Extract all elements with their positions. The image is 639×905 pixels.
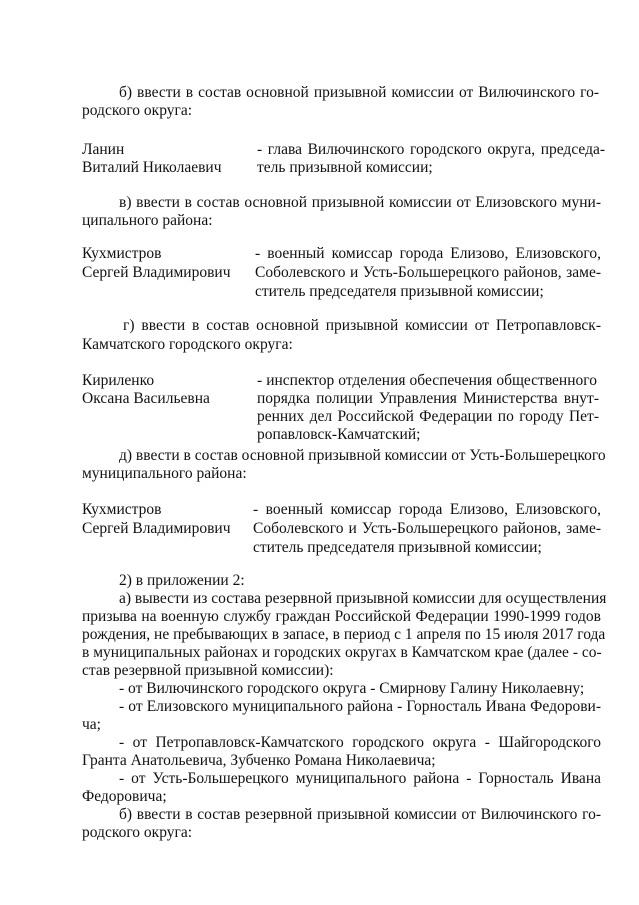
member-role-line-3: ститель председателя призывной комиссии; xyxy=(253,539,542,556)
member-name-line-2: Виталий Николаевич xyxy=(82,159,222,176)
member-name-line-2: Сергей Владимирович xyxy=(82,520,231,537)
member-role-line-4: ропавловск-Камчатский; xyxy=(257,426,421,443)
member-role-line-1: - инспектор отделения обеспечения общественного xyxy=(257,372,597,389)
member-name-line-1: Ланин xyxy=(82,141,125,158)
paragraph-2b-line-2: родского округа: xyxy=(82,824,193,841)
paragraph-2-heading: 2) в приложении 2: xyxy=(119,572,245,589)
member-role-line-3: ститель председателя призывной комиссии; xyxy=(255,283,544,300)
paragraph-2a-line-3: рождения, не пребывающих в запасе, в период с 1 апреля по 15 июля 2017 года xyxy=(82,626,606,643)
paragraph-b-line-2: родского округа: xyxy=(82,102,193,119)
removal-item-2-line-1: - от Елизовского муниципального района - Горносталь Ивана Федорови- xyxy=(119,698,601,715)
member-role-line-3: ренних дел Российской Федерации по городу Пет- xyxy=(257,408,599,425)
member-role-line-1: - глава Вилючинского городского округа, председа- xyxy=(257,141,605,158)
member-role-line-2: порядка полиции Управления Министерства внут- xyxy=(257,390,599,407)
paragraph-2a-line-2: призыва на военную службу граждан Российской Федерации 1990-1999 годов xyxy=(82,608,601,625)
removal-item-4-line-2: Федоровича; xyxy=(82,788,167,805)
paragraph-b-line-1: б) ввести в состав основной призывной комиссии от Вилючинского го- xyxy=(119,84,599,101)
removal-item-4-line-1: - от Усть-Большерецкого муниципального района - Горносталь Ивана xyxy=(119,770,601,787)
member-name-line-1: Кухмистров xyxy=(82,501,162,518)
paragraph-2a-line-1: а) вывести из состава резервной призывной комиссии для осуществления xyxy=(119,590,607,607)
paragraph-2a-line-5: став резервной призывной комиссии): xyxy=(82,662,334,679)
member-name-line-1: Кухмистров xyxy=(82,245,162,262)
paragraph-g-line-1: г) ввести в состав основной призывной комиссии от Петропавловск- xyxy=(123,317,601,334)
removal-item-1: - от Вилючинского городского округа - Смирнову Галину Николаевну; xyxy=(119,680,585,697)
member-name-line-2: Оксана Васильевна xyxy=(82,390,210,407)
paragraph-v-line-2: ципального района: xyxy=(82,212,213,229)
member-role-line-2: Соболевского и Усть-Большерецкого районов, заме- xyxy=(255,264,601,281)
member-name-line-2: Сергей Владимирович xyxy=(82,264,231,281)
paragraph-v-line-1: в) ввести в состав основной призывной комиссии от Елизовского муни- xyxy=(119,194,601,211)
paragraph-d-line-1: д) ввести в состав основной призывной комиссии от Усть-Большерецкого xyxy=(119,447,606,464)
member-role-line-2: Соболевского и Усть-Большерецкого районов, заме- xyxy=(253,520,601,537)
paragraph-2b-line-1: б) ввести в состав резервной призывной комиссии от Вилючинского го- xyxy=(119,806,601,823)
member-role-line-1: - военный комиссар города Елизово, Елизовского, xyxy=(255,245,601,262)
member-role-line-2: тель призывной комиссии; xyxy=(257,159,433,176)
member-role-line-1: - военный комиссар города Елизово, Елизовского, xyxy=(253,501,601,518)
paragraph-g-line-2: Камчатского городского округа: xyxy=(82,336,293,353)
paragraph-d-line-2: муниципального района: xyxy=(82,465,247,482)
removal-item-3-line-2: Гранта Анатольевича, Зубченко Романа Николаевича; xyxy=(82,752,436,769)
removal-item-3-line-1: - от Петропавловск-Камчатского городского округа - Шайгородского xyxy=(119,734,601,751)
removal-item-2-line-2: ча; xyxy=(82,716,101,733)
member-name-line-1: Кириленко xyxy=(82,372,155,389)
paragraph-2a-line-4: в муниципальных районах и городских округах в Камчатском крае (далее - со- xyxy=(82,644,602,661)
